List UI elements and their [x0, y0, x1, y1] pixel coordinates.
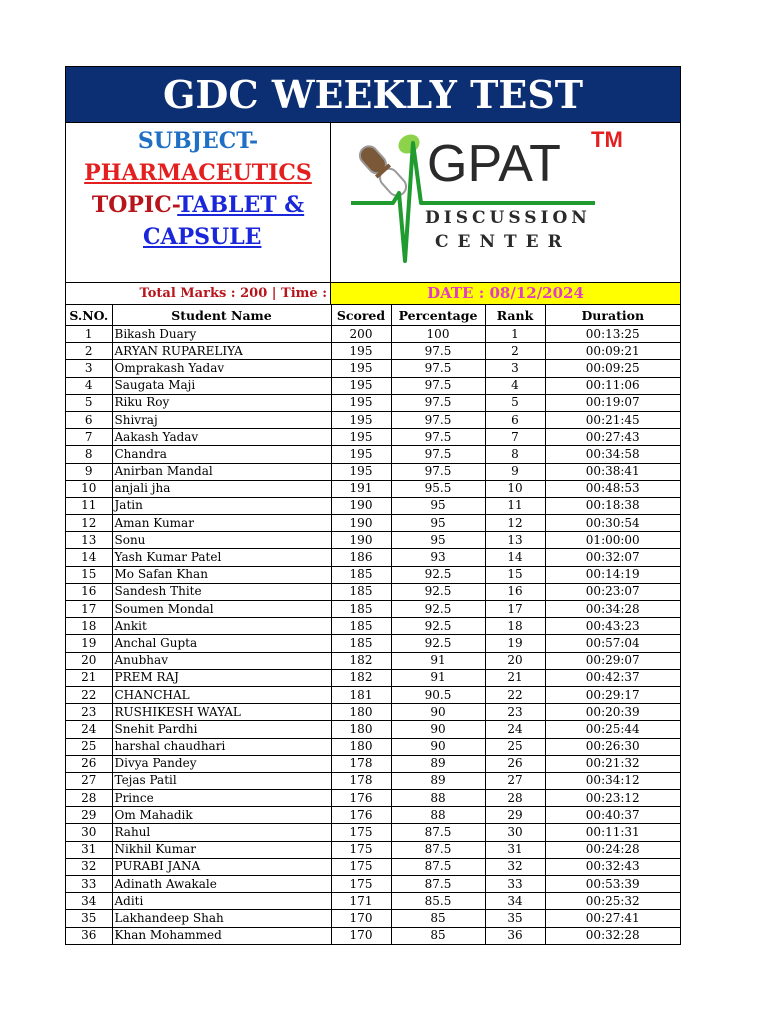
cell-name: Anubhav — [112, 652, 331, 669]
cell-scored: 185 — [331, 618, 391, 635]
cell-name: Sandesh Thite — [112, 583, 331, 600]
cell-rank: 10 — [485, 480, 545, 497]
cell-sno: 8 — [66, 446, 112, 463]
cell-rank: 30 — [485, 824, 545, 841]
cell-scored: 178 — [331, 772, 391, 789]
logo-graphic — [331, 123, 679, 282]
cell-duration: 00:18:38 — [545, 497, 680, 514]
cell-percentage: 87.5 — [391, 858, 485, 875]
cell-rank: 18 — [485, 618, 545, 635]
cell-name: Chandra — [112, 446, 331, 463]
cell-scored: 175 — [331, 841, 391, 858]
cell-duration: 00:34:28 — [545, 601, 680, 618]
cell-name: Shivraj — [112, 411, 331, 428]
cell-rank: 32 — [485, 858, 545, 875]
logo-line1: DISCUSSION — [425, 208, 591, 228]
cell-rank: 19 — [485, 635, 545, 652]
cell-scored: 185 — [331, 635, 391, 652]
col-header-rank: Rank — [485, 305, 545, 326]
cell-sno: 4 — [66, 377, 112, 394]
table-row — [66, 738, 680, 755]
cell-rank: 5 — [485, 394, 545, 411]
table-row — [66, 790, 680, 807]
cell-sno: 10 — [66, 480, 112, 497]
page-title: GDC WEEKLY TEST — [66, 66, 680, 123]
cell-scored: 176 — [331, 807, 391, 824]
cell-duration: 00:19:07 — [545, 394, 680, 411]
cell-name: Tejas Patil — [112, 772, 331, 789]
cell-sno: 34 — [66, 893, 112, 910]
table-row — [66, 704, 680, 721]
topic-line — [66, 189, 330, 221]
cell-duration: 00:53:39 — [545, 876, 680, 893]
cell-sno: 9 — [66, 463, 112, 480]
cell-name: Divya Pandey — [112, 755, 331, 772]
cell-rank: 12 — [485, 515, 545, 532]
cell-sno: 35 — [66, 910, 112, 927]
cell-scored: 195 — [331, 377, 391, 394]
cell-rank: 33 — [485, 876, 545, 893]
table-row — [66, 876, 680, 893]
cell-percentage: 93 — [391, 549, 485, 566]
cell-percentage: 88 — [391, 807, 485, 824]
cell-duration: 00:34:12 — [545, 772, 680, 789]
cell-scored: 190 — [331, 532, 391, 549]
cell-duration: 00:13:25 — [545, 326, 680, 343]
table-row — [66, 583, 680, 600]
cell-sno: 19 — [66, 635, 112, 652]
header-row — [66, 123, 680, 283]
cell-duration: 00:24:28 — [545, 841, 680, 858]
cell-percentage: 97.5 — [391, 446, 485, 463]
table-row — [66, 463, 680, 480]
cell-percentage: 87.5 — [391, 841, 485, 858]
cell-sno: 1 — [66, 326, 112, 343]
table-row — [66, 532, 680, 549]
cell-sno: 11 — [66, 497, 112, 514]
cell-name: Bikash Duary — [112, 326, 331, 343]
cell-percentage: 85.5 — [391, 893, 485, 910]
cell-duration: 00:43:23 — [545, 618, 680, 635]
cell-name: Aditi — [112, 893, 331, 910]
cell-name: PURABI JANA — [112, 858, 331, 875]
cell-scored: 176 — [331, 790, 391, 807]
cell-rank: 36 — [485, 927, 545, 944]
cell-name: Yash Kumar Patel — [112, 549, 331, 566]
results-table — [66, 305, 680, 945]
cell-rank: 31 — [485, 841, 545, 858]
cell-rank: 9 — [485, 463, 545, 480]
cell-scored: 195 — [331, 343, 391, 360]
cell-name: Saugata Maji — [112, 377, 331, 394]
cell-rank: 21 — [485, 669, 545, 686]
table-row — [66, 841, 680, 858]
cell-duration: 00:11:31 — [545, 824, 680, 841]
table-row — [66, 807, 680, 824]
topic-label: TOPIC- — [91, 192, 178, 218]
cell-percentage: 92.5 — [391, 583, 485, 600]
cell-rank: 11 — [485, 497, 545, 514]
cell-duration: 00:57:04 — [545, 635, 680, 652]
cell-percentage: 90.5 — [391, 686, 485, 703]
cell-name: PREM RAJ — [112, 669, 331, 686]
cell-percentage: 85 — [391, 927, 485, 944]
cell-name: Khan Mohammed — [112, 927, 331, 944]
cell-scored: 178 — [331, 755, 391, 772]
cell-sno: 17 — [66, 601, 112, 618]
cell-sno: 24 — [66, 721, 112, 738]
subject-block — [66, 123, 331, 282]
cell-scored: 170 — [331, 927, 391, 944]
cell-rank: 17 — [485, 601, 545, 618]
cell-sno: 21 — [66, 669, 112, 686]
cell-name: Rahul — [112, 824, 331, 841]
cell-name: harshal chaudhari — [112, 738, 331, 755]
cell-rank: 14 — [485, 549, 545, 566]
cell-rank: 3 — [485, 360, 545, 377]
cell-name: Nikhil Kumar — [112, 841, 331, 858]
cell-duration: 00:20:39 — [545, 704, 680, 721]
table-row — [66, 618, 680, 635]
topic-name-part1: TABLET & — [177, 192, 305, 218]
table-row — [66, 910, 680, 927]
table-header-row — [66, 305, 680, 326]
cell-percentage: 97.5 — [391, 343, 485, 360]
logo-line2: CENTER — [435, 232, 571, 252]
cell-duration: 01:00:00 — [545, 532, 680, 549]
cell-rank: 27 — [485, 772, 545, 789]
cell-duration: 00:34:58 — [545, 446, 680, 463]
subject-label: SUBJECT- — [137, 128, 259, 154]
cell-duration: 00:38:41 — [545, 463, 680, 480]
table-row — [66, 858, 680, 875]
table-row — [66, 772, 680, 789]
cell-percentage: 90 — [391, 704, 485, 721]
cell-sno: 26 — [66, 755, 112, 772]
cell-sno: 5 — [66, 394, 112, 411]
cell-name: ARYAN RUPARELIYA — [112, 343, 331, 360]
cell-sno: 20 — [66, 652, 112, 669]
cell-duration: 00:11:06 — [545, 377, 680, 394]
cell-sno: 32 — [66, 858, 112, 875]
cell-percentage: 90 — [391, 721, 485, 738]
table-row — [66, 377, 680, 394]
logo-brand: GPAT — [427, 135, 561, 193]
cell-percentage: 91 — [391, 669, 485, 686]
cell-scored: 190 — [331, 515, 391, 532]
cell-name: Soumen Mondal — [112, 601, 331, 618]
cell-scored: 195 — [331, 446, 391, 463]
cell-rank: 23 — [485, 704, 545, 721]
cell-percentage: 95 — [391, 532, 485, 549]
table-row — [66, 360, 680, 377]
cell-name: Anirban Mandal — [112, 463, 331, 480]
cell-name: RUSHIKESH WAYAL — [112, 704, 331, 721]
table-row — [66, 326, 680, 343]
cell-scored: 195 — [331, 429, 391, 446]
cell-rank: 8 — [485, 446, 545, 463]
cell-duration: 00:32:28 — [545, 927, 680, 944]
table-row — [66, 669, 680, 686]
cell-scored: 186 — [331, 549, 391, 566]
cell-sno: 28 — [66, 790, 112, 807]
cell-duration: 00:29:17 — [545, 686, 680, 703]
table-row — [66, 411, 680, 428]
cell-percentage: 89 — [391, 755, 485, 772]
cell-scored: 195 — [331, 463, 391, 480]
cell-sno: 6 — [66, 411, 112, 428]
cell-name: Sonu — [112, 532, 331, 549]
table-row — [66, 893, 680, 910]
table-row — [66, 429, 680, 446]
cell-percentage: 97.5 — [391, 360, 485, 377]
cell-name: Prince — [112, 790, 331, 807]
cell-sno: 29 — [66, 807, 112, 824]
gpat-logo — [331, 123, 680, 282]
cell-rank: 2 — [485, 343, 545, 360]
cell-sno: 31 — [66, 841, 112, 858]
cell-percentage: 89 — [391, 772, 485, 789]
total-marks: Total Marks : 200 | Time : — [66, 283, 331, 304]
cell-duration: 00:40:37 — [545, 807, 680, 824]
cell-scored: 191 — [331, 480, 391, 497]
topic-name-part2: CAPSULE — [143, 224, 262, 250]
cell-rank: 4 — [485, 377, 545, 394]
subject-name: PHARMACEUTICS — [84, 160, 312, 186]
cell-rank: 35 — [485, 910, 545, 927]
cell-name: Om Mahadik — [112, 807, 331, 824]
cell-scored: 182 — [331, 652, 391, 669]
cell-sno: 12 — [66, 515, 112, 532]
col-header-duration: Duration — [545, 305, 680, 326]
table-row — [66, 635, 680, 652]
table-row — [66, 927, 680, 944]
cell-scored: 185 — [331, 566, 391, 583]
cell-scored: 200 — [331, 326, 391, 343]
table-row — [66, 394, 680, 411]
cell-sno: 36 — [66, 927, 112, 944]
cell-percentage: 97.5 — [391, 429, 485, 446]
cell-percentage: 92.5 — [391, 635, 485, 652]
cell-sno: 14 — [66, 549, 112, 566]
cell-sno: 13 — [66, 532, 112, 549]
cell-rank: 28 — [485, 790, 545, 807]
cell-percentage: 100 — [391, 326, 485, 343]
cell-duration: 00:14:19 — [545, 566, 680, 583]
cell-rank: 7 — [485, 429, 545, 446]
cell-sno: 15 — [66, 566, 112, 583]
cell-name: Anchal Gupta — [112, 635, 331, 652]
cell-name: Omprakash Yadav — [112, 360, 331, 377]
cell-rank: 13 — [485, 532, 545, 549]
cell-percentage: 95 — [391, 497, 485, 514]
table-row — [66, 686, 680, 703]
cell-duration: 00:32:07 — [545, 549, 680, 566]
cell-rank: 16 — [485, 583, 545, 600]
logo-trademark: TM — [591, 127, 623, 152]
cell-scored: 171 — [331, 893, 391, 910]
cell-rank: 6 — [485, 411, 545, 428]
cell-name: Aakash Yadav — [112, 429, 331, 446]
cell-scored: 180 — [331, 704, 391, 721]
cell-sno: 18 — [66, 618, 112, 635]
cell-duration: 00:25:44 — [545, 721, 680, 738]
cell-rank: 20 — [485, 652, 545, 669]
cell-sno: 30 — [66, 824, 112, 841]
cell-percentage: 90 — [391, 738, 485, 755]
cell-percentage: 87.5 — [391, 876, 485, 893]
col-header-sno: S.NO. — [66, 305, 112, 326]
cell-percentage: 92.5 — [391, 566, 485, 583]
cell-duration: 00:26:30 — [545, 738, 680, 755]
table-row — [66, 601, 680, 618]
cell-percentage: 95.5 — [391, 480, 485, 497]
cell-rank: 26 — [485, 755, 545, 772]
cell-name: CHANCHAL — [112, 686, 331, 703]
cell-rank: 1 — [485, 326, 545, 343]
cell-scored: 195 — [331, 360, 391, 377]
cell-percentage: 97.5 — [391, 411, 485, 428]
table-row — [66, 480, 680, 497]
cell-sno: 27 — [66, 772, 112, 789]
cell-duration: 00:09:21 — [545, 343, 680, 360]
table-row — [66, 566, 680, 583]
col-header-scored: Scored — [331, 305, 391, 326]
cell-scored: 175 — [331, 858, 391, 875]
cell-name: anjali jha — [112, 480, 331, 497]
cell-name: Lakhandeep Shah — [112, 910, 331, 927]
cell-duration: 00:27:41 — [545, 910, 680, 927]
table-row — [66, 549, 680, 566]
cell-rank: 22 — [485, 686, 545, 703]
table-body — [66, 326, 680, 945]
cell-percentage: 91 — [391, 652, 485, 669]
col-header-percentage: Percentage — [391, 305, 485, 326]
cell-scored: 185 — [331, 601, 391, 618]
table-row — [66, 721, 680, 738]
cell-scored: 182 — [331, 669, 391, 686]
meta-row — [66, 283, 680, 305]
cell-sno: 22 — [66, 686, 112, 703]
cell-name: Riku Roy — [112, 394, 331, 411]
cell-sno: 16 — [66, 583, 112, 600]
table-row — [66, 446, 680, 463]
cell-duration: 00:23:12 — [545, 790, 680, 807]
cell-name: Aman Kumar — [112, 515, 331, 532]
cell-name: Jatin — [112, 497, 331, 514]
cell-rank: 15 — [485, 566, 545, 583]
cell-scored: 170 — [331, 910, 391, 927]
cell-duration: 00:27:43 — [545, 429, 680, 446]
table-row — [66, 343, 680, 360]
cell-duration: 00:48:53 — [545, 480, 680, 497]
cell-percentage: 97.5 — [391, 394, 485, 411]
cell-sno: 33 — [66, 876, 112, 893]
cell-scored: 180 — [331, 721, 391, 738]
cell-scored: 180 — [331, 738, 391, 755]
cell-duration: 00:23:07 — [545, 583, 680, 600]
cell-percentage: 85 — [391, 910, 485, 927]
table-row — [66, 515, 680, 532]
cell-scored: 181 — [331, 686, 391, 703]
table-row — [66, 824, 680, 841]
cell-duration: 00:32:43 — [545, 858, 680, 875]
cell-rank: 29 — [485, 807, 545, 824]
cell-sno: 3 — [66, 360, 112, 377]
cell-scored: 175 — [331, 876, 391, 893]
table-row — [66, 755, 680, 772]
cell-percentage: 97.5 — [391, 377, 485, 394]
result-sheet — [65, 66, 681, 945]
cell-duration: 00:21:45 — [545, 411, 680, 428]
cell-percentage: 92.5 — [391, 601, 485, 618]
cell-scored: 175 — [331, 824, 391, 841]
cell-duration: 00:09:25 — [545, 360, 680, 377]
cell-sno: 23 — [66, 704, 112, 721]
cell-rank: 25 — [485, 738, 545, 755]
cell-sno: 7 — [66, 429, 112, 446]
cell-scored: 195 — [331, 394, 391, 411]
cell-percentage: 95 — [391, 515, 485, 532]
test-date: DATE : 08/12/2024 — [331, 283, 680, 304]
cell-scored: 185 — [331, 583, 391, 600]
cell-percentage: 88 — [391, 790, 485, 807]
cell-duration: 00:30:54 — [545, 515, 680, 532]
col-header-name: Student Name — [112, 305, 331, 326]
cell-duration: 00:25:32 — [545, 893, 680, 910]
table-row — [66, 497, 680, 514]
cell-duration: 00:42:37 — [545, 669, 680, 686]
cell-percentage: 97.5 — [391, 463, 485, 480]
cell-name: Ankit — [112, 618, 331, 635]
cell-scored: 195 — [331, 411, 391, 428]
cell-name: Mo Safan Khan — [112, 566, 331, 583]
cell-percentage: 87.5 — [391, 824, 485, 841]
table-row — [66, 652, 680, 669]
cell-duration: 00:29:07 — [545, 652, 680, 669]
cell-rank: 24 — [485, 721, 545, 738]
cell-name: Snehit Pardhi — [112, 721, 331, 738]
cell-sno: 2 — [66, 343, 112, 360]
cell-duration: 00:21:32 — [545, 755, 680, 772]
cell-scored: 190 — [331, 497, 391, 514]
cell-name: Adinath Awakale — [112, 876, 331, 893]
tablet-icon — [395, 131, 423, 158]
cell-sno: 25 — [66, 738, 112, 755]
cell-rank: 34 — [485, 893, 545, 910]
cell-percentage: 92.5 — [391, 618, 485, 635]
